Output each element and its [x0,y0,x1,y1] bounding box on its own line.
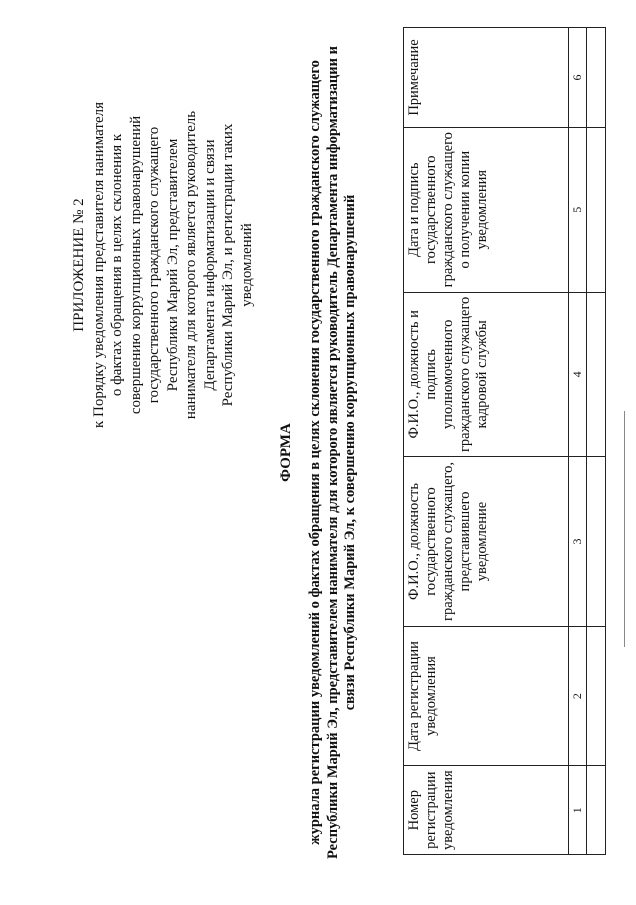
table-cell [587,626,606,766]
column-number: 1 [569,766,587,855]
table-cell [587,766,606,855]
header-hr-officer-signature: Ф.И.О., должность и подпись уполномоченного гражданского служащего кадровой службы [404,292,569,457]
appendix-title: ПРИЛОЖЕНИЕ № 2 [71,198,87,332]
appendix-block [70,100,256,430]
header-copy-receipt-signature: Дата и подпись государственного гражданского служащего о получении копии уведомления [404,127,569,292]
table-row [587,28,606,855]
header-registration-number: Номер регистрации уведомления [404,766,569,855]
column-number: 5 [569,127,587,292]
table-cell [587,127,606,292]
form-title: ФОРМА [278,423,294,482]
table-number-row [569,28,587,855]
form-subtitle: журнала регистрации уведомлений о фактах обращения в целях склонения государственного гражданского служащего Республики Марий Эл, представителем нанимателя для которого является руководитель Департамента информатизации и связи Республики Марий Эл, к совершению коррупционных правонарушений [307,46,358,859]
header-servant-name-position: Ф.И.О., должность государственного гражданского служащего, представившего уведомление [404,457,569,627]
header-registration-date: Дата регистрации уведомления [404,626,569,766]
journal-table [403,27,606,855]
header-note: Примечание [404,28,569,128]
footnote-divider [624,411,625,647]
table-cell [587,292,606,457]
table-cell [587,28,606,128]
column-number: 6 [569,28,587,128]
column-number: 3 [569,457,587,627]
column-number: 4 [569,292,587,457]
appendix-body: к Порядку уведомления представителя нанимателя о фактах обращения в целях склонения к совершению коррупционных правонарушений государственного гражданского служащего Республики Марий Эл, представителем нанимателя для которого является руководитель Департамента информатизации и связи Республики Марий Эл, и регистрации таких уведомлений [90,102,255,428]
column-number: 2 [569,626,587,766]
table-header-row [404,28,569,855]
table-cell [587,457,606,627]
